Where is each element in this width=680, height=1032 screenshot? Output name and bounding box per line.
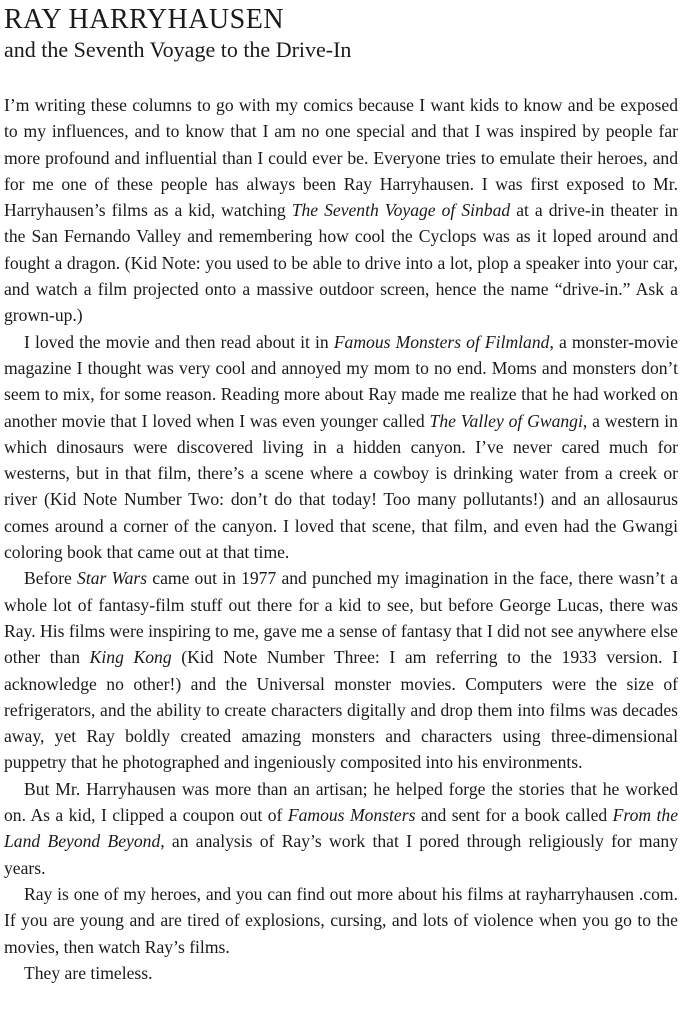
text-run: I loved the movie and then read about it in [24, 331, 334, 352]
paragraph [4, 565, 678, 775]
paragraph [4, 881, 678, 960]
text-run: Ray is one of my heroes, and you can find out more about his films at rayharryhausen .com. If you are young and are tired of explosions, cursing, and lots of violence when you go to the movies, then watch Ray’s films. [4, 883, 678, 957]
text-run: I’m writing these columns to go with my comics because I want kids to know and be exposed to my influences, and to know that I am no one special and that I was inspired by people far more profound and influential than I could ever be. Everyone tries to emulate their heroes, and for me one of these people has always been Ray Harryhausen. I was first exposed to Mr. Harryhausen’s films as a kid, watching [4, 95, 678, 221]
text-run: But Mr. Harryhausen was more than an artisan; he helped forge the stories that he worked on. As a kid, I clipped a coupon out of [4, 778, 678, 826]
text-run: at a drive-in theater in the San Fernando Valley and remembering how cool the Cyclops was as it loped around and fought a dragon. (Kid Note: you used to be able to drive into a lot, plop a speaker into your car, and watch a film projected onto a massive outdoor screen, hence the name “drive-in.” Ask a grown-up.) [4, 200, 678, 326]
text-run: came out in 1977 and punched my imagination in the face, there wasn’t a whole lot of fantasy-film stuff out there for a kid to see, but before George Lucas, there was Ray. His films were inspiring to me, gave me a sense of fantasy that I did not see anywhere else other than [4, 568, 678, 668]
article [4, 0, 678, 986]
text-run: Before [24, 568, 78, 589]
film-title: The Valley of Gwangi [429, 410, 583, 431]
text-run: , a western in which dinosaurs were discovered living in a hidden canyon. I’ve never cared much for westerns, but in that film, there’s a scene where a cowboy is drinking water from a creek or river (Kid Note Number Two: don’t do that today! Too many pollutants!) and an allosaurus comes around a corner of the canyon. I loved that scene, that film, and even had the Gwangi coloring book that came out at that time. [4, 410, 678, 563]
film-title: King Kong [89, 647, 172, 668]
article-title: RAY HARRYHAUSEN [4, 4, 285, 35]
book-title: From the Land Beyond Beyond [4, 805, 678, 852]
article-subtitle: and the Seventh Voyage to the Drive-In [4, 37, 352, 62]
text-run: (Kid Note Number Three: I am referring to the 1933 version. I acknowledge no other!) and the Universal monster movies. Computers were the size of refrigerators, and the ability to create characters digitally and drop them into films was decades away, yet Ray boldly created amazing monsters and characters using three-dimensional puppetry that he photographed and ingeniously composited into his environments. [4, 647, 678, 773]
film-title: The Seventh Voyage of Sinbad [291, 200, 511, 221]
magazine-title: Famous Monsters of Filmland [333, 331, 550, 352]
magazine-title: Famous Monsters [287, 805, 416, 826]
article-body [4, 92, 678, 986]
paragraph [4, 960, 678, 986]
text-run: They are timeless. [24, 962, 153, 983]
text-run: and sent for a book called [415, 805, 613, 826]
paragraph [4, 776, 678, 881]
text-run: , a monster-movie magazine I thought was very cool and annoyed my mom to no end. Moms and monsters don’t seem to mix, for some reason. Reading more about Ray made me realize that he had worked on another movie that I loved when I was even younger called [4, 331, 678, 431]
paragraph [4, 329, 678, 566]
text-run: , an analysis of Ray’s work that I pored through religiously for many years. [4, 831, 679, 878]
film-title: Star Wars [77, 568, 148, 589]
paragraph [4, 92, 678, 329]
